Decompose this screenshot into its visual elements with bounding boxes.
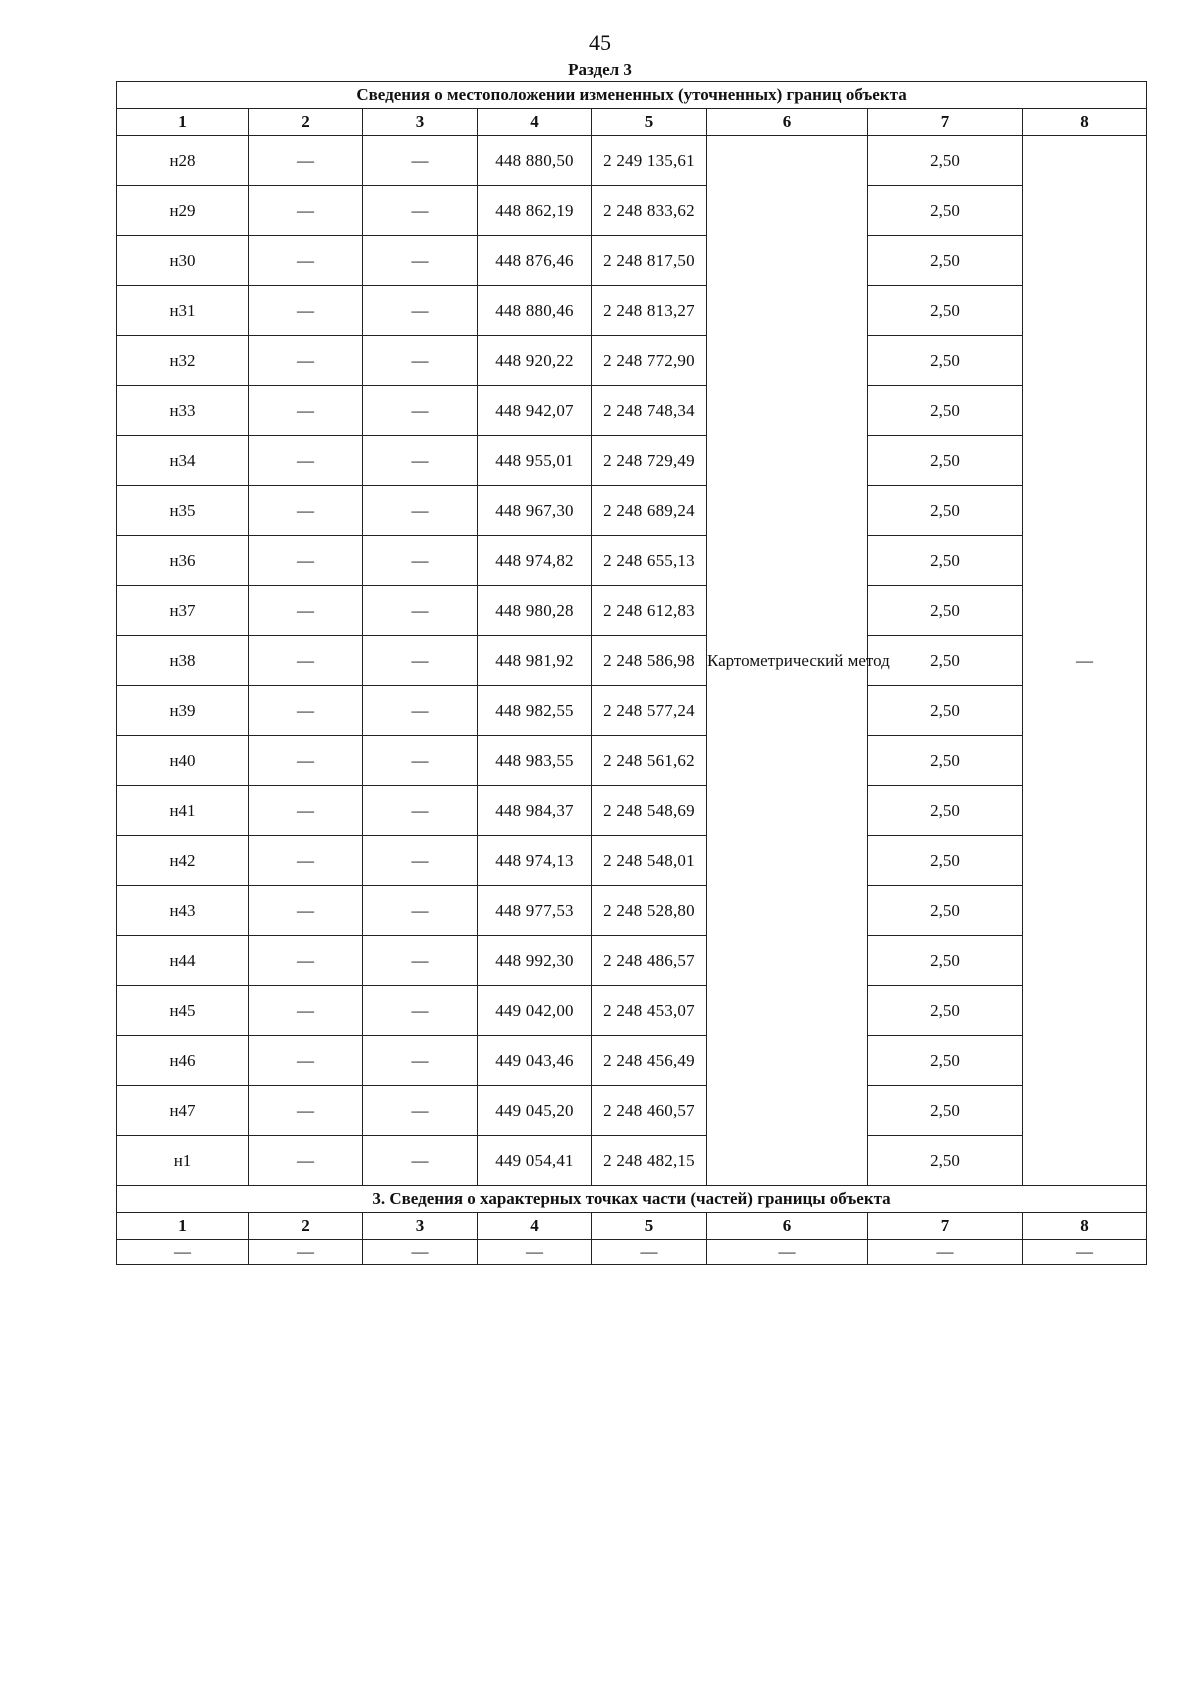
y-coordinate-cell: 2 248 817,50 — [592, 236, 707, 286]
x-coordinate-cell: 448 981,92 — [478, 636, 592, 686]
table-row — [117, 1136, 1147, 1186]
column-3-cell: — — [363, 636, 478, 686]
accuracy-cell: 2,50 — [868, 1086, 1023, 1136]
x-coordinate-cell: 448 984,37 — [478, 786, 592, 836]
point-number-cell: н45 — [117, 986, 249, 1036]
point-number-cell: н38 — [117, 636, 249, 686]
column-2-cell: — — [249, 686, 363, 736]
column-3-cell: — — [363, 1036, 478, 1086]
accuracy-cell: 2,50 — [868, 286, 1023, 336]
table-row — [117, 936, 1147, 986]
table-row — [117, 636, 1147, 686]
column-3-cell: — — [363, 1136, 478, 1186]
table-title: Сведения о местоположении измененных (уточненных) границ объекта — [117, 82, 1147, 109]
column-2-cell: — — [249, 386, 363, 436]
column-3-cell: — — [363, 336, 478, 386]
column-3-cell: — — [363, 936, 478, 986]
y-coordinate-cell: 2 248 612,83 — [592, 586, 707, 636]
table-row — [117, 236, 1147, 286]
y-coordinate-cell: 2 248 548,01 — [592, 836, 707, 886]
point-number-cell: н33 — [117, 386, 249, 436]
subsection-cell: — — [592, 1240, 707, 1265]
column-2-cell: — — [249, 886, 363, 936]
subsection-cell: — — [1023, 1240, 1147, 1265]
column-3-cell: — — [363, 236, 478, 286]
boundary-table — [116, 81, 1147, 1265]
y-coordinate-cell: 2 248 561,62 — [592, 736, 707, 786]
point-number-cell: н34 — [117, 436, 249, 486]
column-3-cell: — — [363, 886, 478, 936]
column-2-cell: — — [249, 486, 363, 536]
y-coordinate-cell: 2 248 729,49 — [592, 436, 707, 486]
column-2-cell: — — [249, 336, 363, 386]
x-coordinate-cell: 448 876,46 — [478, 236, 592, 286]
column-3-cell: — — [363, 786, 478, 836]
table-row — [117, 536, 1147, 586]
accuracy-cell: 2,50 — [868, 736, 1023, 786]
accuracy-cell: 2,50 — [868, 186, 1023, 236]
point-number-cell: н40 — [117, 736, 249, 786]
column-2-cell: — — [249, 186, 363, 236]
table-row — [117, 786, 1147, 836]
column-2-cell: — — [249, 936, 363, 986]
point-number-cell: н28 — [117, 136, 249, 186]
page-number: 45 — [589, 30, 611, 55]
table-row — [117, 1036, 1147, 1086]
table-row — [117, 336, 1147, 386]
y-coordinate-cell: 2 249 135,61 — [592, 136, 707, 186]
table-row — [117, 836, 1147, 886]
accuracy-cell: 2,50 — [868, 636, 1023, 686]
column-2-cell: — — [249, 536, 363, 586]
column-2-cell: — — [249, 1086, 363, 1136]
column-3-cell: — — [363, 686, 478, 736]
x-coordinate-cell: 448 862,19 — [478, 186, 592, 236]
subsection-column-header: 5 — [592, 1213, 707, 1240]
accuracy-cell: 2,50 — [868, 536, 1023, 586]
accuracy-cell: 2,50 — [868, 836, 1023, 886]
column-header: 7 — [868, 109, 1023, 136]
point-number-cell: н30 — [117, 236, 249, 286]
table-row — [117, 386, 1147, 436]
subsection-column-header: 6 — [707, 1213, 868, 1240]
y-coordinate-cell: 2 248 482,15 — [592, 1136, 707, 1186]
y-coordinate-cell: 2 248 748,34 — [592, 386, 707, 436]
table-row — [117, 486, 1147, 536]
column-2-cell: — — [249, 1036, 363, 1086]
column-3-cell: — — [363, 436, 478, 486]
x-coordinate-cell: 448 920,22 — [478, 336, 592, 386]
subsection-header-row — [117, 1213, 1147, 1240]
y-coordinate-cell: 2 248 486,57 — [592, 936, 707, 986]
column-3-cell: — — [363, 386, 478, 436]
subsection-column-header: 1 — [117, 1213, 249, 1240]
column-2-cell: — — [249, 786, 363, 836]
point-number-cell: н37 — [117, 586, 249, 636]
y-coordinate-cell: 2 248 577,24 — [592, 686, 707, 736]
x-coordinate-cell: 448 980,28 — [478, 586, 592, 636]
x-coordinate-cell: 449 042,00 — [478, 986, 592, 1036]
section-title: Раздел 3 — [568, 60, 632, 79]
column-2-cell: — — [249, 1136, 363, 1186]
x-coordinate-cell: 449 054,41 — [478, 1136, 592, 1186]
column-2-cell: — — [249, 136, 363, 186]
y-coordinate-cell: 2 248 833,62 — [592, 186, 707, 236]
accuracy-cell: 2,50 — [868, 886, 1023, 936]
accuracy-cell: 2,50 — [868, 1136, 1023, 1186]
table-row — [117, 136, 1147, 186]
x-coordinate-cell: 448 974,13 — [478, 836, 592, 886]
column-3-cell: — — [363, 836, 478, 886]
subsection-column-header: 8 — [1023, 1213, 1147, 1240]
y-coordinate-cell: 2 248 655,13 — [592, 536, 707, 586]
y-coordinate-cell: 2 248 689,24 — [592, 486, 707, 536]
column-3-cell: — — [363, 186, 478, 236]
accuracy-cell: 2,50 — [868, 586, 1023, 636]
table-row — [117, 686, 1147, 736]
y-coordinate-cell: 2 248 548,69 — [592, 786, 707, 836]
table-row — [117, 186, 1147, 236]
column-header: 5 — [592, 109, 707, 136]
point-number-cell: н44 — [117, 936, 249, 986]
table-row — [117, 986, 1147, 1036]
x-coordinate-cell: 448 880,50 — [478, 136, 592, 186]
table-row — [117, 736, 1147, 786]
subsection-cell: — — [478, 1240, 592, 1265]
accuracy-cell: 2,50 — [868, 136, 1023, 186]
x-coordinate-cell: 449 045,20 — [478, 1086, 592, 1136]
point-number-cell: н39 — [117, 686, 249, 736]
x-coordinate-cell: 448 942,07 — [478, 386, 592, 436]
table-row — [117, 436, 1147, 486]
accuracy-cell: 2,50 — [868, 686, 1023, 736]
x-coordinate-cell: 448 955,01 — [478, 436, 592, 486]
accuracy-cell: 2,50 — [868, 1036, 1023, 1086]
column-header-row — [117, 109, 1147, 136]
column-2-cell: — — [249, 836, 363, 886]
point-number-cell: н36 — [117, 536, 249, 586]
column-3-cell: — — [363, 136, 478, 186]
x-coordinate-cell: 448 992,30 — [478, 936, 592, 986]
column-header: 1 — [117, 109, 249, 136]
x-coordinate-cell: 448 977,53 — [478, 886, 592, 936]
point-number-cell: н47 — [117, 1086, 249, 1136]
subsection-cell: — — [868, 1240, 1023, 1265]
subsection-cell: — — [363, 1240, 478, 1265]
y-coordinate-cell: 2 248 456,49 — [592, 1036, 707, 1086]
x-coordinate-cell: 448 967,30 — [478, 486, 592, 536]
column-header: 4 — [478, 109, 592, 136]
point-number-cell: н42 — [117, 836, 249, 886]
subsection-column-header: 2 — [249, 1213, 363, 1240]
table-row — [117, 286, 1147, 336]
table-row — [117, 586, 1147, 636]
point-number-cell: н32 — [117, 336, 249, 386]
accuracy-cell: 2,50 — [868, 786, 1023, 836]
table-row — [117, 1086, 1147, 1136]
table-row — [117, 886, 1147, 936]
column-3-cell: — — [363, 736, 478, 786]
y-coordinate-cell: 2 248 460,57 — [592, 1086, 707, 1136]
accuracy-cell: 2,50 — [868, 386, 1023, 436]
subsection-column-header: 3 — [363, 1213, 478, 1240]
column-8-cell: — — [1023, 136, 1147, 1186]
accuracy-cell: 2,50 — [868, 486, 1023, 536]
point-number-cell: н43 — [117, 886, 249, 936]
column-2-cell: — — [249, 736, 363, 786]
column-2-cell: — — [249, 636, 363, 686]
column-3-cell: — — [363, 486, 478, 536]
accuracy-cell: 2,50 — [868, 936, 1023, 986]
column-2-cell: — — [249, 986, 363, 1036]
subsection-column-header: 4 — [478, 1213, 592, 1240]
column-2-cell: — — [249, 236, 363, 286]
subsection-cell: — — [249, 1240, 363, 1265]
method-cell: Картометрический метод — [707, 136, 868, 1186]
point-number-cell: н41 — [117, 786, 249, 836]
point-number-cell: н29 — [117, 186, 249, 236]
y-coordinate-cell: 2 248 586,98 — [592, 636, 707, 686]
point-number-cell: н1 — [117, 1136, 249, 1186]
subsection-title: 3. Сведения о характерных точках части (частей) границы объекта — [117, 1186, 1147, 1213]
column-header: 3 — [363, 109, 478, 136]
x-coordinate-cell: 448 983,55 — [478, 736, 592, 786]
accuracy-cell: 2,50 — [868, 336, 1023, 386]
x-coordinate-cell: 449 043,46 — [478, 1036, 592, 1086]
subsection-cell: — — [117, 1240, 249, 1265]
column-header: 8 — [1023, 109, 1147, 136]
point-number-cell: н35 — [117, 486, 249, 536]
y-coordinate-cell: 2 248 772,90 — [592, 336, 707, 386]
y-coordinate-cell: 2 248 453,07 — [592, 986, 707, 1036]
point-number-cell: н31 — [117, 286, 249, 336]
subsection-row — [117, 1240, 1147, 1265]
column-2-cell: — — [249, 286, 363, 336]
column-3-cell: — — [363, 536, 478, 586]
column-2-cell: — — [249, 586, 363, 636]
accuracy-cell: 2,50 — [868, 236, 1023, 286]
x-coordinate-cell: 448 982,55 — [478, 686, 592, 736]
x-coordinate-cell: 448 880,46 — [478, 286, 592, 336]
accuracy-cell: 2,50 — [868, 436, 1023, 486]
column-3-cell: — — [363, 1086, 478, 1136]
column-3-cell: — — [363, 286, 478, 336]
column-header: 6 — [707, 109, 868, 136]
column-header: 2 — [249, 109, 363, 136]
y-coordinate-cell: 2 248 813,27 — [592, 286, 707, 336]
column-3-cell: — — [363, 986, 478, 1036]
y-coordinate-cell: 2 248 528,80 — [592, 886, 707, 936]
subsection-cell: — — [707, 1240, 868, 1265]
subsection-column-header: 7 — [868, 1213, 1023, 1240]
accuracy-cell: 2,50 — [868, 986, 1023, 1036]
column-2-cell: — — [249, 436, 363, 486]
column-3-cell: — — [363, 586, 478, 636]
x-coordinate-cell: 448 974,82 — [478, 536, 592, 586]
point-number-cell: н46 — [117, 1036, 249, 1086]
